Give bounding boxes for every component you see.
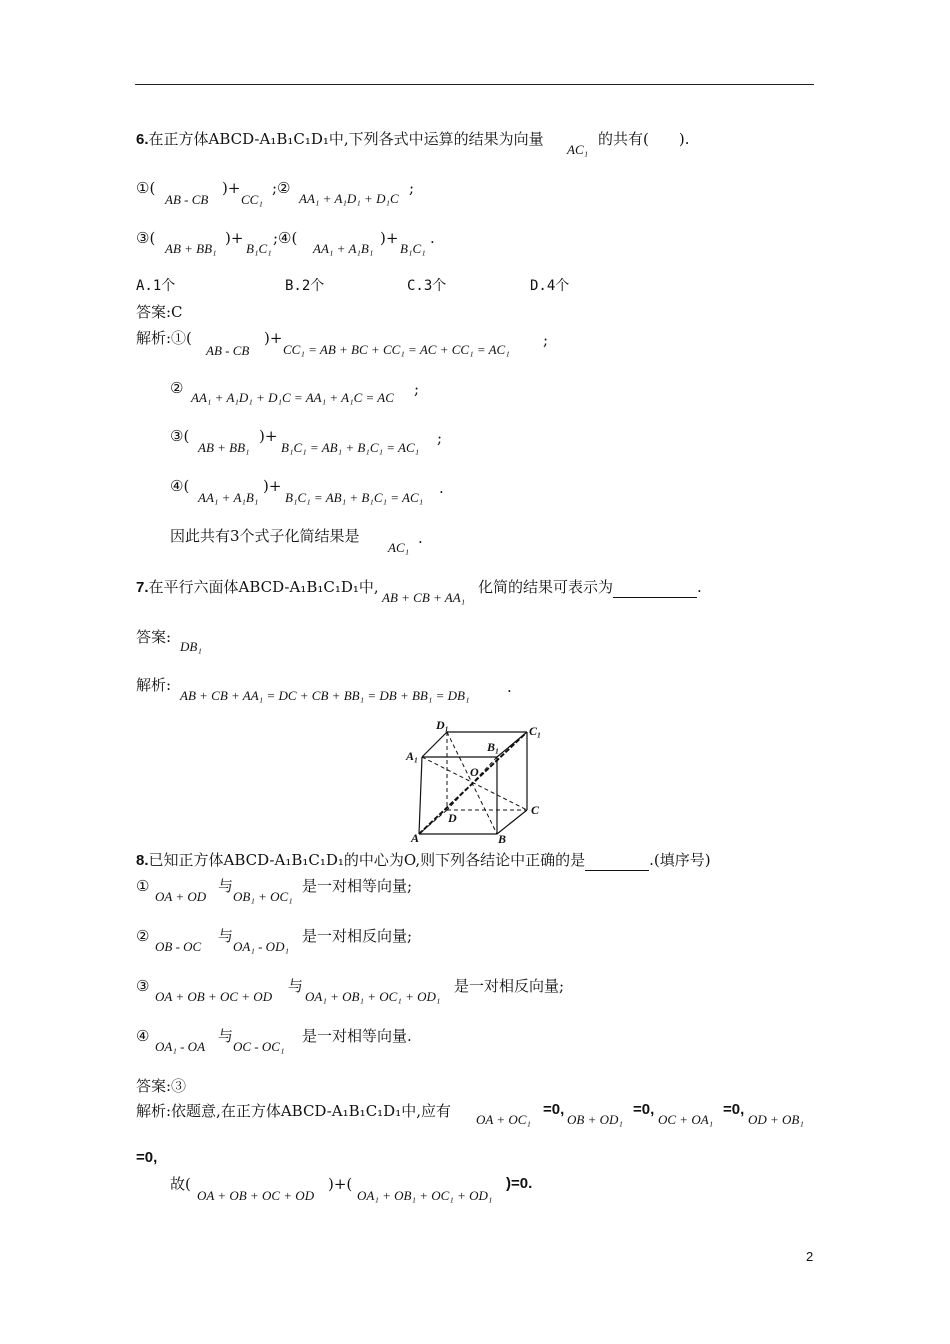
q8-therefore-end: )=0.	[506, 1175, 533, 1192]
q8-s1-end: 是一对相等向量;	[302, 877, 413, 895]
q6-exp2-label: ②	[170, 379, 184, 397]
q6-stem-end: 的共有( ).	[598, 130, 690, 148]
q8-answer-blank	[585, 850, 649, 871]
q6-opt1-vector: AB - CB	[165, 192, 209, 207]
fig-label-b1: B₁	[487, 740, 500, 754]
q6-opt4-end: .	[430, 229, 435, 247]
q6-choice-c: C.3个	[407, 278, 447, 294]
q6-choice-d: D.4个	[530, 278, 570, 294]
q6-opt2-label: ;②	[272, 179, 291, 197]
q8-therefore-mid: )+(	[328, 1175, 353, 1193]
q7-stem	[136, 577, 379, 598]
q6-exp-label: 解析:①(	[136, 329, 192, 347]
q8-exp-vector2: OB + OD₁	[567, 1112, 623, 1127]
q6-exp3-end: ;	[437, 429, 443, 447]
q6-opt4-open: ;④(	[273, 229, 298, 247]
q6-opt1-open: ①(	[136, 179, 156, 197]
q8-s2-with: 与	[218, 927, 234, 945]
q6-exp3-label: ③(	[170, 427, 190, 445]
fig-label-a: A	[411, 831, 420, 845]
q6-exp2-end: ;	[414, 380, 420, 398]
fig-label-a1: A₁	[406, 749, 419, 763]
q8-s1-with: 与	[218, 877, 234, 895]
q7-stem-end	[478, 577, 702, 598]
q8-exp-zero2: =0,	[633, 1101, 655, 1118]
q8-exp-zero4: =0,	[136, 1149, 158, 1166]
q7-exp-label: 解析:	[136, 676, 172, 694]
q6-conclusion-vector: AC₁	[388, 540, 410, 555]
q8-s3-with: 与	[288, 977, 304, 995]
q6-exp1-end: ;	[543, 331, 549, 349]
q7-exp-end: .	[507, 678, 512, 696]
fig-label-c: C	[531, 803, 540, 817]
q8-s1-vector2: OB₁ + OC₁	[233, 889, 293, 904]
q6-exp3-plus: )+	[259, 427, 278, 445]
q8-exp-zero3: =0,	[723, 1101, 745, 1118]
q6-opt4-plus: )+	[380, 229, 399, 247]
q8-s3-label: ③	[136, 977, 150, 995]
q6-opt1-vector2: CC₁	[241, 192, 263, 207]
q8-s4-vector1: OA₁ - OA	[155, 1039, 206, 1054]
q8-therefore-vector1: OA + OB + OC + OD	[197, 1188, 315, 1203]
q8-s2-end: 是一对相反向量;	[302, 927, 413, 945]
q7-stem-vector: AB + CB + AA₁	[382, 590, 466, 605]
q8-number: 8.	[136, 852, 149, 869]
q8-s3-vector1: OA + OB + OC + OD	[155, 989, 273, 1004]
q6-exp4-end: .	[439, 479, 444, 497]
q6-opt2-vector: AA₁ + A₁D₁ + D₁C	[299, 191, 399, 206]
q6-stem	[136, 129, 544, 150]
q8-s3-end: 是一对相反向量;	[454, 977, 565, 995]
q6-stem-text: 在正方体ABCD-A₁B₁C₁D₁中,下列各式中运算的结果为向量	[148, 130, 544, 148]
q6-exp4-plus: )+	[263, 477, 282, 495]
q6-exp4-vector: AA₁ + A₁B₁	[198, 490, 259, 505]
q8-exp-label: 解析:依题意,在正方体ABCD-A₁B₁C₁D₁中,应有	[136, 1102, 451, 1120]
q6-choice-a: A.1个	[136, 278, 176, 294]
q7-number: 7.	[136, 579, 149, 596]
q6-exp2-rest: AA₁ + A₁D₁ + D₁C = AA₁ + A₁C = AC	[191, 390, 394, 405]
q6-opt4-vector: AA₁ + A₁B₁	[313, 241, 374, 256]
fig-label-b: B	[498, 832, 507, 846]
page-number: 2	[806, 1249, 814, 1264]
q6-opt3-open: ③(	[136, 229, 156, 247]
q8-therefore-label: 故(	[170, 1175, 191, 1193]
q8-stem	[136, 850, 711, 871]
q7-exp-vector: AB + CB + AA₁ = DC + CB + BB₁ = DB + BB₁ = DB₁	[180, 688, 470, 703]
q8-stem-end: .(填序号)	[649, 851, 711, 869]
q6-opt4-vector2: B₁C₁	[400, 241, 426, 256]
q8-s1-vector1: OA + OD	[155, 889, 207, 904]
q8-s4-label: ④	[136, 1027, 150, 1045]
q6-exp1-rest: CC₁ = AB + BC + CC₁ = AC + CC₁ = AC₁	[283, 342, 510, 357]
q6-exp1-plus: )+	[264, 329, 283, 347]
q6-opt2-end: ;	[409, 179, 415, 197]
q7-stem-text: 在平行六面体ABCD-A₁B₁C₁D₁中,	[148, 578, 379, 596]
parallelepiped-figure	[400, 718, 550, 846]
q8-exp-vector1: OA + OC₁	[476, 1112, 531, 1127]
fig-label-d1: D₁	[436, 718, 449, 732]
q8-s2-label: ②	[136, 927, 150, 945]
fig-label-d: D	[448, 811, 457, 825]
q6-opt3-vector: AB + BB₁	[165, 241, 217, 256]
q8-s4-with: 与	[218, 1027, 234, 1045]
q8-stem-text: 已知正方体ABCD-A₁B₁C₁D₁的中心为O,则下列各结论中正确的是	[148, 851, 586, 869]
q6-exp4-rest: B₁C₁ = AB₁ + B₁C₁ = AC₁	[285, 490, 424, 505]
q6-conclusion: 因此共有3个式子化简结果是	[170, 527, 360, 545]
q8-exp-vector3: OC + OA₁	[658, 1112, 714, 1127]
q8-s2-vector1: OB - OC	[155, 939, 202, 954]
q6-answer: 答案:C	[136, 303, 183, 321]
q7-answer-blank	[613, 577, 697, 598]
q6-number: 6.	[136, 131, 149, 148]
fig-label-c1: C₁	[529, 724, 542, 738]
q6-opt1-plus: )+	[222, 179, 241, 197]
q8-s1-label: ①	[136, 877, 150, 895]
q8-s4-vector2: OC - OC₁	[233, 1039, 285, 1054]
q8-s4-end: 是一对相等向量.	[302, 1027, 412, 1045]
q7-answer-vector: DB₁	[180, 639, 202, 654]
q6-exp4-label: ④(	[170, 477, 190, 495]
q8-therefore-vector2: OA₁ + OB₁ + OC₁ + OD₁	[357, 1188, 493, 1203]
q8-s3-vector2: OA₁ + OB₁ + OC₁ + OD₁	[305, 989, 441, 1004]
q6-exp3-rest: B₁C₁ = AB₁ + B₁C₁ = AC₁	[281, 440, 420, 455]
q6-stem-vector: AC₁	[567, 142, 589, 157]
q6-exp3-vector: AB + BB₁	[198, 440, 250, 455]
q6-choice-b: B.2个	[285, 278, 325, 294]
fig-label-o: O	[470, 765, 479, 779]
q6-exp1-vector: AB - CB	[206, 343, 250, 358]
q7-stem-period: .	[697, 578, 702, 596]
q6-opt3-vector2: B₁C₁	[246, 241, 272, 256]
q6-opt3-plus: )+	[225, 229, 244, 247]
q8-exp-zero1: =0,	[543, 1101, 565, 1118]
q6-conclusion-end: .	[418, 529, 423, 547]
q8-answer: 答案:③	[136, 1077, 187, 1095]
q8-exp-vector4: OD + OB₁	[748, 1112, 804, 1127]
q8-s2-vector2: OA₁ - OD₁	[233, 939, 289, 954]
q7-answer-label: 答案:	[136, 628, 172, 646]
header-rule	[135, 84, 814, 85]
q7-stem-end-text: 化简的结果可表示为	[478, 578, 614, 596]
